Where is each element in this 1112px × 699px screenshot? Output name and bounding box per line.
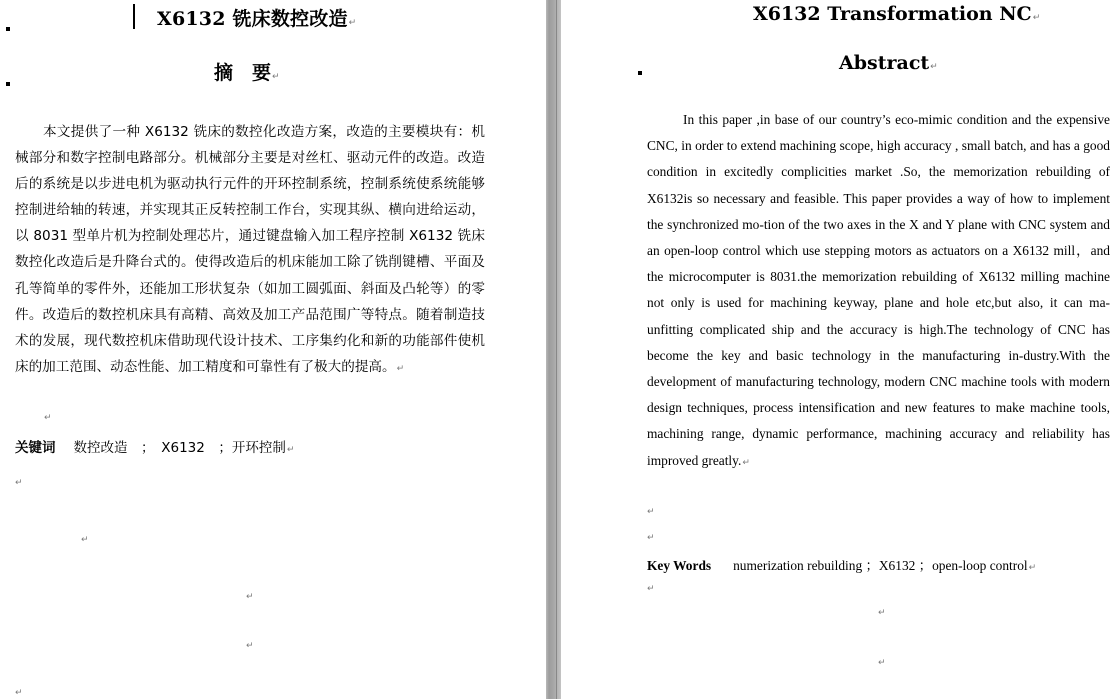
paragraph-mark-icon: ↵ <box>15 688 23 698</box>
keywords-value-english: numerization rebuilding ；X6132 ；open-loop control <box>733 558 1028 573</box>
paragraph-mark-icon: ↵ <box>396 363 405 374</box>
paragraph-mark-icon: ↵ <box>81 535 89 545</box>
document-page-right[interactable] <box>561 0 1112 699</box>
abstract-body-english[interactable] <box>647 107 1110 476</box>
abstract-heading-english[interactable] <box>839 52 938 74</box>
title-chinese-text: X6132 铣床数控改造 <box>157 8 348 30</box>
keywords-chinese[interactable] <box>15 436 294 456</box>
paragraph-mark-icon: ↵ <box>44 413 52 423</box>
page-gutter-divider <box>556 0 557 699</box>
abstract-heading-chinese-text: 摘 要 <box>214 62 272 84</box>
paragraph-bullet-marker <box>6 27 10 31</box>
paragraph-mark-icon: ↵ <box>272 72 280 82</box>
paragraph-mark-icon: ↵ <box>647 533 655 543</box>
document-page-left[interactable] <box>0 0 546 699</box>
paragraph-bullet-marker <box>6 82 10 86</box>
paragraph-mark-icon: ↵ <box>647 584 655 594</box>
keywords-value-chinese: 数控改造 ； X6132 ；开环控制 <box>73 440 286 456</box>
keywords-english[interactable] <box>647 555 1036 574</box>
title-chinese[interactable] <box>157 4 356 31</box>
paragraph-bullet-marker <box>638 71 642 75</box>
keywords-label-chinese: 关键词 <box>15 440 56 456</box>
paragraph-mark-icon: ↵ <box>15 478 23 488</box>
keywords-label-english: Key Words <box>647 558 712 573</box>
paragraph-mark-icon: ↵ <box>1028 563 1037 573</box>
abstract-body-chinese-text: 本文提供了一种 X6132 铣床的数控化改造方案，改造的主要模块有：机械部分和数字控制电路部分。机械部分主要是对丝杠、驱动元件的改造。改造后的系统是以步进电机为驱动执行元件的开环控制系统，控制系统使系统能够控制进给轴的转速，并实现其正反转控制工作台，实现其纵、横向进给运动，以 8031 型单片机为控制处理芯片，通过键盘输入加工程序控制 X6132 铣床数控化改造后是升降台式的。使得改造后的机床能加工除了铣削键槽、平面及孔等简单的零件外，还能加工形状复杂（如加工圆弧面、斜面及凸轮等）的零件。改造后的数控机床具有高精、高效及加工产品范围广等特点。随着制造技术的发展，现代数控机床借助现代设计技术、工序集约化和新的功能部件使机床的加工范围、动态性能、加工精度和可靠性有了极大的提高。 <box>15 124 485 375</box>
paragraph-mark-icon: ↵ <box>878 658 886 668</box>
abstract-heading-english-text: Abstract <box>839 52 930 74</box>
abstract-heading-chinese[interactable] <box>214 58 280 85</box>
abstract-body-chinese[interactable] <box>15 119 485 382</box>
abstract-body-english-text: In this paper ,in base of our country’s eco-mimic condition and the expensive CNC, in order to extend machining scope, high accuracy , small batch, and has a good condition in excitedly complicities market .So, the memorization rebuilding of X6132is so necessary and feasible. This paper provides a way of how to implement the synchronized mo-tion of the two axes in the X and Y plane with CNC system and an open-loop control which use stepping motors as actuators on a X6132 mill，and the microcomputer is 8031.the memorization rebuilding of X6132 milling machine not only is used for machining keyway, plane and hole etc,but also, it can ma- unfitting complicated ship and the accuracy is high.The technology of CNC has become the key and basic technology in the manufacturing in-dustry.With the development of manufacturing technology, modern CNC machine tools with modern design techniques, process intensification and new features to make machine tools, machining range, dynamic performance, machining accuracy and reliability has improved greatly. <box>647 112 1110 468</box>
title-english[interactable] <box>753 3 1040 25</box>
paragraph-mark-icon: ↵ <box>878 608 886 618</box>
paragraph-mark-icon: ↵ <box>246 641 254 651</box>
paragraph-mark-icon: ↵ <box>286 445 295 455</box>
text-cursor <box>133 4 135 29</box>
paragraph-mark-icon: ↵ <box>246 592 254 602</box>
title-english-text: X6132 Transformation NC <box>753 3 1032 25</box>
paragraph-mark-icon: ↵ <box>348 18 357 28</box>
paragraph-mark-icon: ↵ <box>647 507 655 517</box>
paragraph-mark-icon: ↵ <box>742 457 750 468</box>
page-gutter <box>546 0 561 699</box>
paragraph-mark-icon: ↵ <box>1032 13 1041 23</box>
paragraph-mark-icon: ↵ <box>930 62 938 72</box>
